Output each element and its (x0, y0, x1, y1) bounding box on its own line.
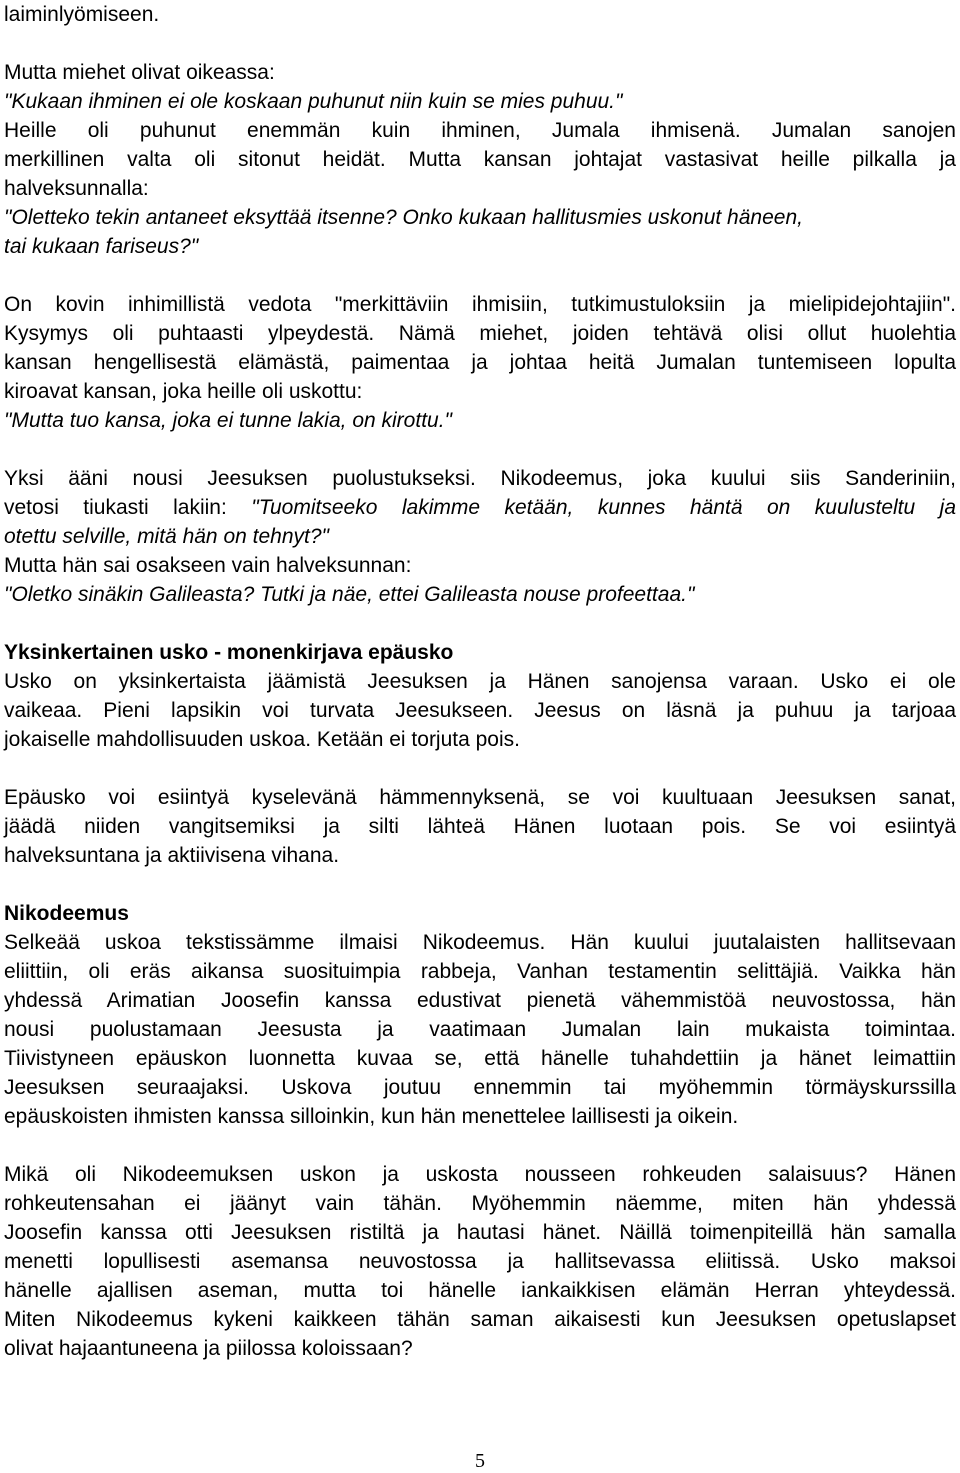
quote-line: "Oletteko tekin antaneet eksyttää itsenne? Onko kukaan hallitusmies uskonut häneen, (4, 206, 803, 229)
section-heading: Nikodeemus (4, 902, 129, 925)
paragraph-courage (4, 1160, 956, 1363)
quote-line: tai kukaan fariseus?" (4, 235, 199, 258)
text-line: rohkeutensahan ei jäänyt vain tähän. Myöhemmin näemme, miten hän yhdessä (4, 1192, 956, 1215)
paragraph-people-right (4, 58, 956, 261)
text-line: vaikeaa. Pieni lapsikin voi turvata Jeesukseen. Jeesus on läsnä ja puhuu ja tarjoaa (4, 699, 956, 722)
text-line: kansan hengellisestä elämästä, paimentaa ja johtaa heitä Jumalan tuntemiseen lopulta (4, 351, 956, 374)
text-line: Mutta miehet olivat oikeassa: (4, 61, 275, 84)
text-line: Miten Nikodeemus kykeni kaikkeen tähän saman aikaisesti kun Jeesuksen opetuslapset (4, 1308, 956, 1331)
paragraph-unbelief (4, 783, 956, 870)
text-line: kiroavat kansan, joka heille oli uskottu: (4, 380, 363, 403)
paragraph-gap (4, 261, 956, 290)
text-segment: vetosi tiukasti lakiin: (4, 496, 252, 519)
text-line: Usko on yksinkertaista jäämistä Jeesuksen ja Hänen sanojensa varaan. Usko ei ole (4, 670, 956, 693)
text-line: hänelle ajallisen aseman, mutta toi hänelle iankaikkisen elämän Herran yhteydessä. (4, 1279, 956, 1302)
paragraph-gap (4, 609, 956, 638)
quote-line: "Kukaan ihminen ei ole koskaan puhunut niin kuin se mies puhuu." (4, 90, 623, 113)
paragraph-intro (4, 0, 956, 29)
text-line: olivat hajaantuneena ja piilossa koloissaan? (4, 1337, 413, 1360)
text-line: Mikä oli Nikodeemuksen uskon ja uskosta nousseen rohkeuden salaisuus? Hänen (4, 1163, 956, 1186)
paragraph-gap (4, 435, 956, 464)
text-line: On kovin inhimillistä vedota "merkittäviin ihmisiin, tutkimustuloksiin ja mielipidejohtajiin". (4, 293, 956, 316)
text-line (4, 493, 956, 522)
page-number: 5 (475, 1450, 485, 1472)
quote-segment: "Tuomitseeko lakimme ketään, kunnes häntä on kuulusteltu ja (251, 496, 956, 519)
paragraph-nicodemus-defense (4, 464, 956, 609)
paragraph-gap (4, 1131, 956, 1160)
paragraph-gap (4, 754, 956, 783)
text-line: Yksi ääni nousi Jeesuksen puolustukseksi. Nikodeemus, joka kuului siis Sanderiniin, (4, 467, 956, 490)
text-line: nousi puolustamaan Jeesusta ja vaatimaan Jumalan lain mukaista toimintaa. (4, 1018, 956, 1041)
text-line: laiminlyömiseen. (4, 3, 160, 26)
text-line: Selkeää uskoa tekstissämme ilmaisi Nikodeemus. Hän kuului juutalaisten hallitsevaan (4, 931, 956, 954)
text-line: jäädä niiden vangitsemiksi ja silti lähteä Hänen luotaan pois. Se voi esiintyä (4, 815, 956, 838)
text-line: Heille oli puhunut enemmän kuin ihminen, Jumala ihmisenä. Jumalan sanojen (4, 119, 956, 142)
text-line: menetti lopullisesti asemansa neuvostossa ja hallitsevassa eliitissä. Usko maksoi (4, 1250, 956, 1273)
text-line: halveksunnalla: (4, 177, 149, 200)
paragraph-pride (4, 290, 956, 435)
quote-line: "Oletko sinäkin Galileasta? Tutki ja näe, ettei Galileasta nouse profeettaa." (4, 583, 695, 606)
text-line: Mutta hän sai osakseen vain halveksunnan: (4, 554, 412, 577)
section-nicodemus (4, 899, 956, 1131)
text-line: Joosefin kanssa otti Jeesuksen ristiltä ja hautasi hänet. Näillä toimenpiteillä hän samalla (4, 1221, 956, 1244)
section-heading: Yksinkertainen usko - monenkirjava epäusko (4, 641, 454, 664)
document-page (4, 0, 956, 1363)
text-line: merkillinen valta oli sitonut heidät. Mutta kansan johtajat vastasivat heille pilkalla ja (4, 148, 956, 171)
text-line: Kysymys oli puhtaasti ylpeydestä. Nämä miehet, joiden tehtävä olisi ollut huolehtia (4, 322, 956, 345)
text-line: jokaiselle mahdollisuuden uskoa. Ketään ei torjuta pois. (4, 728, 520, 751)
quote-line: "Mutta tuo kansa, joka ei tunne lakia, on kirottu." (4, 409, 452, 432)
text-line: yhdessä Arimatian Joosefin kanssa edustivat pienetä vähemmistöä neuvostossa, hän (4, 989, 956, 1012)
quote-line: otettu selville, mitä hän on tehnyt?" (4, 525, 329, 548)
text-line: halveksuntana ja aktiivisena vihana. (4, 844, 340, 867)
section-simple-faith (4, 638, 956, 754)
text-line: epäuskoisten ihmisten kanssa silloinkin, kun hän menettelee laillisesti ja oikein. (4, 1105, 739, 1128)
paragraph-gap (4, 29, 956, 58)
text-line: Tiivistyneen epäuskon luonnetta kuvaa se, että hänelle tuhahdettiin ja hänet leimattiin (4, 1047, 956, 1070)
text-line: eliittiin, oli eräs aikansa suosituimpia rabbeja, Vanhan testamentin selittäjiä. Vaikka hän (4, 960, 956, 983)
text-line: Jeesuksen seuraajaksi. Uskova joutuu ennemmin tai myöhemmin törmäyskurssilla (4, 1076, 956, 1099)
paragraph-gap (4, 870, 956, 899)
text-line: Epäusko voi esiintyä kyselevänä hämmennyksenä, se voi kuultuaan Jeesuksen sanat, (4, 786, 956, 809)
